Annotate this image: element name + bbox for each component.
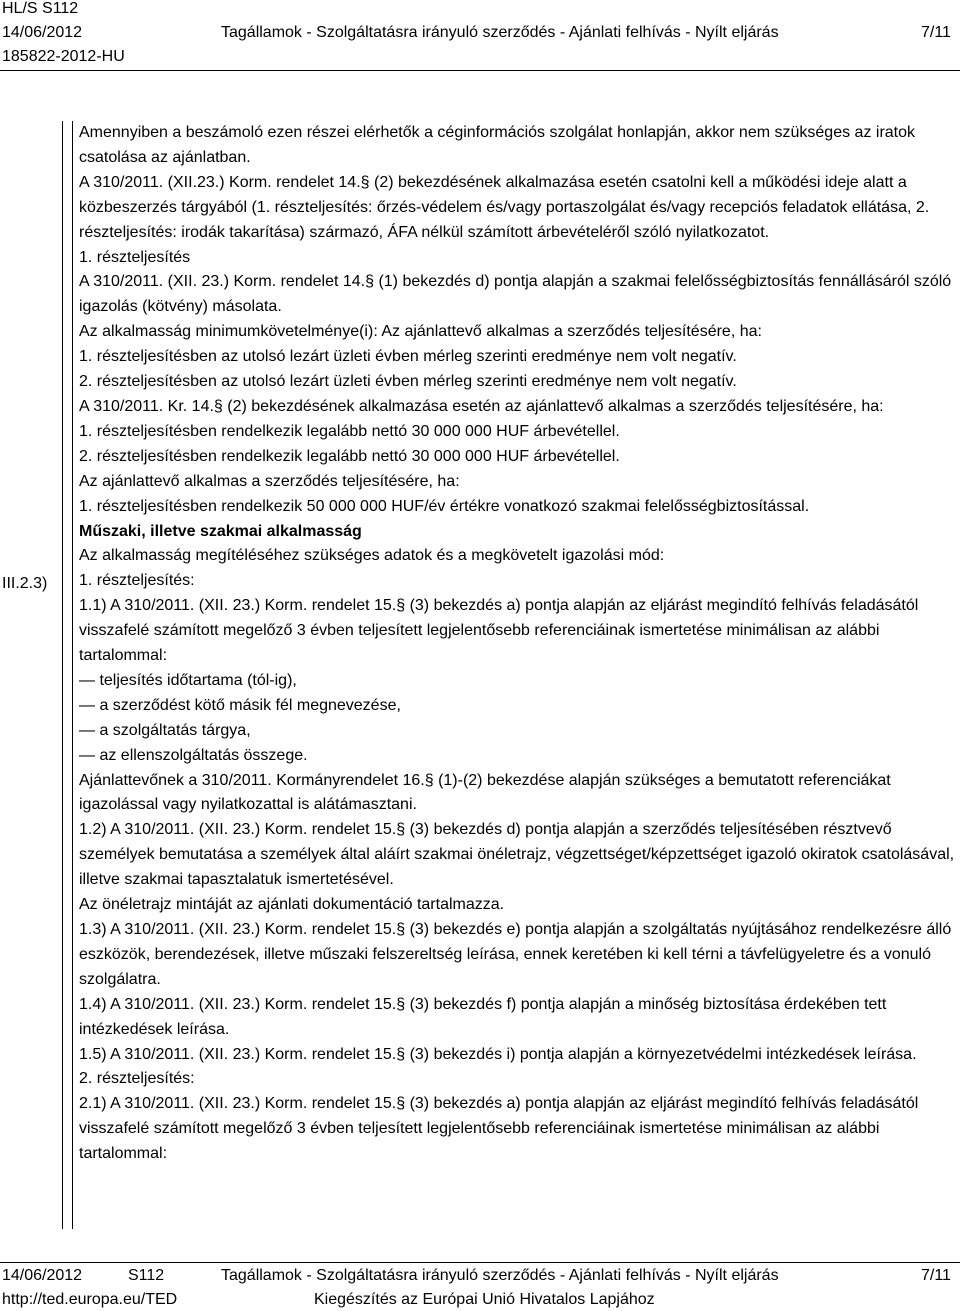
- margin-rule: [62, 121, 74, 1229]
- section-paragraph: 1.2) A 310/2011. (XII. 23.) Korm. rendelet 15.§ (3) bekezdés d) pontja alapján a szerződés teljesítésében résztvevő személyek bemutatása a személyek által aláírt szakmai önéletrajz, végzettséget/képzettséget igazoló okiratok csatolásával, illetve szakmai tapasztalatuk ismertetésével.: [79, 821, 955, 889]
- section-list-item: — a szerződést kötő másik fél megnevezése,: [79, 696, 401, 714]
- section-paragraph: 1.5) A 310/2011. (XII. 23.) Korm. rendelet 15.§ (3) bekezdés i) pontja alapján a környezetvédelmi intézkedések leírása.: [79, 1045, 917, 1063]
- paragraph: Amennyiben a beszámoló ezen részei elérhetők a céginformációs szolgálat honlapján, akkor nem szükséges az iratok csatolása az ajánlatban.: [79, 124, 916, 166]
- section-paragraph: 1.1) A 310/2011. (XII. 23.) Korm. rendelet 15.§ (3) bekezdés a) pontja alapján az eljárást megindító felhívás feladásától visszafelé számított megelőző 3 évben teljesített legjelentősebb referenciáinak ismertetése minimálisan az alábbi tartalommal:: [79, 597, 919, 665]
- paragraph: Az alkalmasság minimumkövetelménye(i): Az ajánlattevő alkalmas a szerződés teljesítésére, ha:: [79, 323, 762, 341]
- notice-id: 185822-2012-HU: [2, 48, 125, 65]
- paragraph: A 310/2011. (XII.23.) Korm. rendelet 14.§ (2) bekezdésének alkalmazása esetén csatolni kell a működési ideje alatt a közbeszerzés tárgyából (1. részteljesítés: őrzés-védelem és/vagy portaszolgálat és/vagy recepciós feladatok ellátása, 2. részteljesítés: irodák takarítása) származó, ÁFA nélkül számított árbevételéről szóló nyilatkozatot.: [79, 173, 930, 241]
- section-paragraph: Az önéletrajz mintáját az ajánlati dokumentáció tartalmazza.: [79, 896, 505, 914]
- section-paragraph: 2.1) A 310/2011. (XII. 23.) Korm. rendelet 15.§ (3) bekezdés a) pontja alapján az eljárást megindító felhívás feladásától visszafelé számított megelőző 3 évben teljesített legjelentősebb referenciáinak ismertetése minimálisan az alábbi tartalommal:: [79, 1095, 919, 1163]
- header-divider: [0, 70, 960, 71]
- footer-url: http://ted.europa.eu/TED: [2, 1291, 178, 1308]
- paragraph: A 310/2011. (XII. 23.) Korm. rendelet 14.§ (1) bekezdés d) pontja alapján a szakmai felelősségbiztosítás fennállásáról szóló igazolás (kötvény) másolata.: [79, 273, 952, 316]
- paragraph: 1. részteljesítésben az utolsó lezárt üzleti évben mérleg szerinti eredménye nem volt negatív.: [79, 348, 737, 366]
- footer-publisher: Kiegészítés az Európai Unió Hivatalos Lapjához: [314, 1291, 655, 1308]
- header-date: 14/06/2012: [2, 24, 83, 41]
- paragraph: A 310/2011. Kr. 14.§ (2) bekezdésének alkalmazása esetén az ajánlattevő alkalmas a szerződés teljesítésére, ha:: [79, 397, 884, 415]
- doc-reference: HL/S S112: [2, 0, 79, 17]
- paragraph: Az ajánlattevő alkalmas a szerződés teljesítésére, ha:: [79, 472, 460, 490]
- section-paragraph: 2. részteljesítés:: [79, 1070, 195, 1088]
- footer-title: Tagállamok - Szolgáltatásra irányuló szerződés - Ajánlati felhívás - Nyílt eljárás: [221, 1267, 779, 1284]
- section-paragraph: Az alkalmasság megítéléséhez szükséges adatok és a megkövetelt igazolási mód:: [79, 547, 665, 565]
- section-list-item: — a szolgáltatás tárgya,: [79, 721, 251, 739]
- notice-body: [79, 121, 959, 1167]
- section-number: III.2.3): [2, 575, 48, 592]
- header-page-number: 7/11: [921, 24, 951, 41]
- paragraph: 2. részteljesítésben az utolsó lezárt üzleti évben mérleg szerinti eredménye nem volt negatív.: [79, 373, 737, 391]
- section-paragraph: 1.3) A 310/2011. (XII. 23.) Korm. rendelet 15.§ (3) bekezdés e) pontja alapján a szolgáltatás nyújtásához rendelkezésre álló eszközök, berendezések, illetve műszaki felszereltség leírása, ennek keretében ki kell térni a távfelügyeletre és a vonuló szolgálatra.: [79, 921, 952, 988]
- section-title: Műszaki, illetve szakmai alkalmasság: [79, 522, 362, 540]
- footer-series: S112: [128, 1267, 165, 1284]
- section-list-item: — az ellenszolgáltatás összege.: [79, 746, 308, 764]
- section-paragraph: 1. részteljesítés:: [79, 572, 195, 590]
- section-list-item: — teljesítés időtartama (tól-ig),: [79, 671, 297, 689]
- footer-page-number: 7/11: [921, 1267, 951, 1284]
- section-paragraph: Ajánlattevőnek a 310/2011. Kormányrendelet 16.§ (1)-(2) bekezdése alapján szükséges a bemutatott referenciákat igazolással vagy nyilatkozattal is alátámasztani.: [79, 771, 891, 814]
- section-paragraph: 1.4) A 310/2011. (XII. 23.) Korm. rendelet 15.§ (3) bekezdés f) pontja alapján a minőség biztosítása érdekében tett intézkedések leírása.: [79, 995, 887, 1038]
- paragraph: 1. részteljesítésben rendelkezik 50 000 000 HUF/év értékre vonatkozó szakmai felelősségbiztosítással.: [79, 497, 810, 515]
- paragraph: 2. részteljesítésben rendelkezik legalább nettó 30 000 000 HUF árbevétellel.: [79, 447, 620, 465]
- header-title: Tagállamok - Szolgáltatásra irányuló szerződés - Ajánlati felhívás - Nyílt eljárás: [221, 24, 779, 41]
- footer-divider: [0, 1262, 960, 1263]
- paragraph: 1. részteljesítésben rendelkezik legalább nettó 30 000 000 HUF árbevétellel.: [79, 422, 620, 440]
- footer-date: 14/06/2012: [2, 1267, 83, 1284]
- paragraph: 1. részteljesítés: [79, 248, 191, 266]
